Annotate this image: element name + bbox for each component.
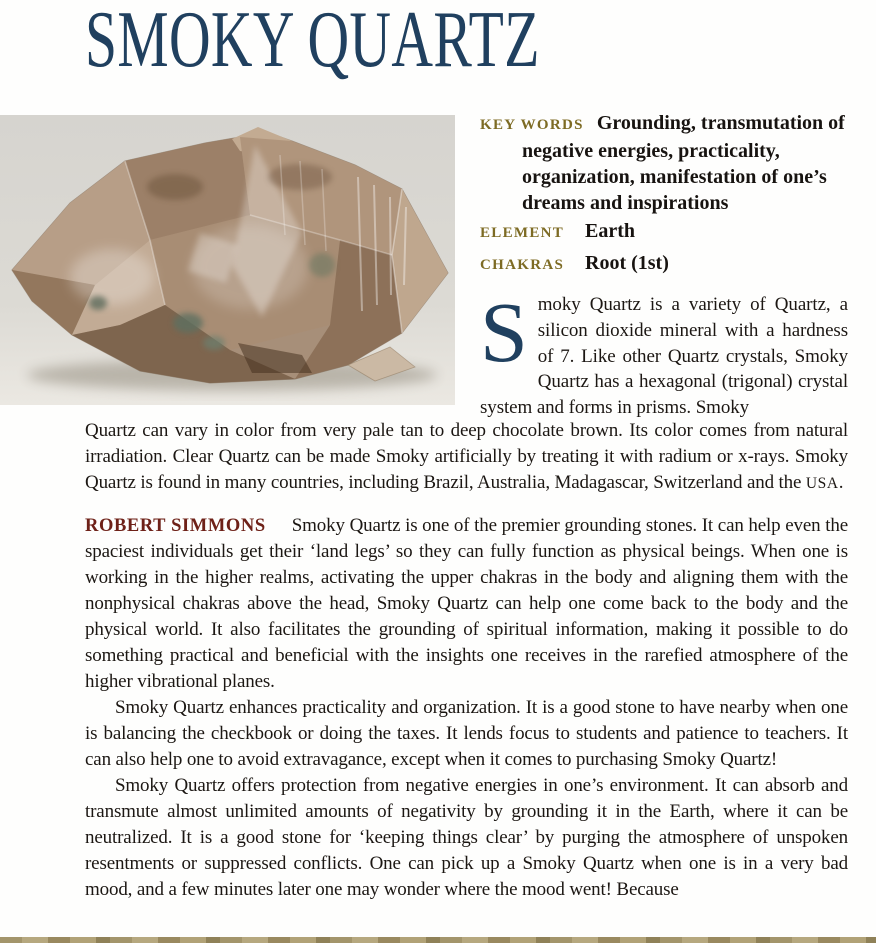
- chakras-label: CHAKRAS: [480, 257, 565, 273]
- paragraph-protection: Smoky Quartz offers protection from negative energies in one’s environment. It can absorb and transmute almost unlimited amounts of negativity by grounding it in the Earth, where it can be neutralized. It is a good stone for ‘keeping things clear’ by purging the atmosphere of unspoken resentments or suppressed conflicts. One can pick up a Smoky Quartz when one is in a very bad mood, and a few minutes later one may wonder where the mood went! Because: [85, 775, 848, 900]
- smoky-quartz-photo: [0, 115, 455, 405]
- properties-column: [480, 110, 848, 421]
- chakras-value: Root (1st): [585, 252, 669, 274]
- intro-paragraph-column: [480, 284, 848, 421]
- page-edge-strip: [0, 937, 876, 943]
- paragraph-practicality: Smoky Quartz enhances practicality and organization. It is a good stone to have nearby when one is balancing the checkbook or doing the taxes. It lends focus to students and patience to teachers. It can also help one to avoid extravagance, except when it comes to purchasing Smoky Quartz!: [85, 697, 848, 770]
- main-text-block: [85, 418, 848, 903]
- intro-final-period: .: [838, 472, 844, 493]
- author-label: ROBERT SIMMONS: [85, 516, 266, 536]
- element-value: Earth: [585, 220, 635, 242]
- crystal-illustration: [0, 115, 455, 405]
- intro-paragraph-full: [85, 418, 848, 497]
- keywords-label: KEY WORDS: [480, 117, 584, 133]
- page-title: SMOKY QUARTZ: [85, 0, 540, 84]
- element-row: [480, 216, 848, 248]
- intro-full-text: Quartz can vary in color from very pale tan to deep chocolate brown. Its color comes from natural irradiation. Clear Quartz can be made Smoky artificially by treating it with radium or x-rays. Smoky Quartz is found in many countries, including Brazil, Australia, Madagascar, Switzerland and the: [85, 420, 848, 493]
- element-label: ELEMENT: [480, 225, 565, 241]
- keywords-value: Grounding, transmutation of negative energies, practicality, organization, manifestation of one’s dreams and inspirations: [522, 112, 845, 214]
- intro-column-text: moky Quartz is a variety of Quartz, a silicon dioxide mineral with a hardness of 7. Like other Quartz crystals, Smoky Quartz has a hexagonal (trigonal) crystal system and forms in prisms. Smoky: [480, 294, 848, 419]
- keywords-row: [480, 110, 848, 216]
- author-paragraph-1: Smoky Quartz is one of the premier grounding stones. It can help even the spaciest individuals get their ‘land legs’ so they can fully function as physical beings. When one is working in the higher realms, activating the upper chakras in the body and aligning them with the nonphysical chakras above the head, Smoky Quartz can help one come back to the body and the physical world. It also facilitates the grounding of spiritual information, making it possible to do something practical and beneficial with the insights one receives in the rarefied atmosphere of the higher vibrational planes.: [85, 515, 848, 692]
- robert-simmons-paragraph: [85, 513, 848, 695]
- usa-smallcaps: USA: [805, 475, 839, 492]
- chakras-row: [480, 248, 848, 280]
- drop-cap: S: [480, 284, 528, 380]
